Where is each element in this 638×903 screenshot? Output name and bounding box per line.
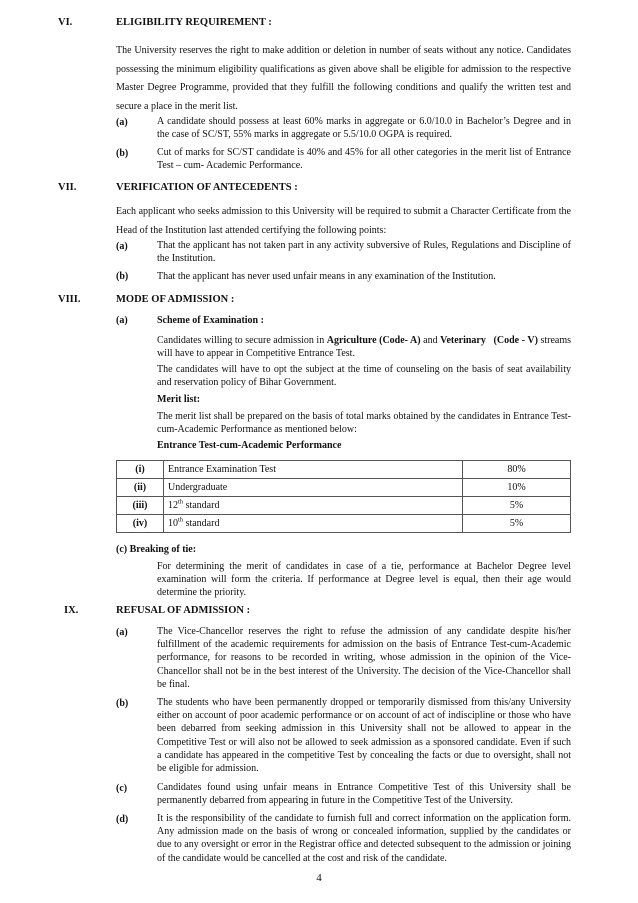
table-row-label-text: 10 [168, 517, 178, 529]
section-vii-intro: Each applicant who seeks admission to this University will be required to submit a Character Certificate from the Head of the Institution last attended certifying the following points: [116, 206, 571, 236]
table-row-value: 10% [463, 479, 571, 497]
table-row-label [164, 461, 463, 479]
table-row-label-text: Undergraduate [168, 481, 228, 493]
section-ix-title: REFUSAL OF ADMISSION : [116, 605, 251, 616]
section-vi-item-b-text: Cut of marks for SC/ST candidate is 40% and 45% for all other categories in the merit list of Entrance Test – cum- Academic Performance. [157, 147, 571, 172]
table-row-label-rest: standard [183, 499, 220, 511]
breaking-of-tie-title: (c) Breaking of tie: [116, 544, 197, 555]
table-title: Entrance Test-cum-Academic Performance [157, 440, 342, 451]
table-row-label-text: 12 [168, 499, 178, 511]
section-viii-number: VIII. [58, 294, 81, 305]
section-vi-item-a-label: (a) [116, 117, 128, 128]
section-ix-number: IX. [64, 605, 79, 616]
section-ix-item-d-text: It is the responsibility of the candidate to furnish full and correct information on the application form. Any admission made on the basis of wrong or concealed information, supplied by the candidates or due to any oversight or error in the Registrar office and detected subsequent to the admission or joining of the candidate would be cancelled at the cost and risk of the candidate. [157, 813, 571, 864]
table-row-label-sup: th [178, 498, 184, 506]
table-row-number: (ii) [117, 479, 164, 497]
table-row [117, 461, 571, 479]
section-vi-item-b-label: (b) [116, 148, 129, 159]
table-row-number: (i) [117, 461, 164, 479]
section-vii-title: VERIFICATION OF ANTECEDENTS : [116, 182, 298, 193]
section-ix-item-d-label: (d) [116, 814, 129, 825]
table-row-value: 80% [463, 461, 571, 479]
section-ix-item-c-label: (c) [116, 783, 128, 794]
scheme-p1-mid: and [420, 335, 441, 346]
table-row-value: 5% [463, 515, 571, 533]
section-vii-item-a-text: That the applicant has not taken part in any activity subversive of Rules, Regulations and Discipline of the Institution. [157, 240, 571, 265]
merit-list-text: The merit list shall be prepared on the basis of total marks obtained by the candidates in Entrance Test-cum-Academic Performance as mentioned below: [157, 411, 571, 436]
section-viii-title: MODE OF ADMISSION : [116, 294, 235, 305]
section-ix-item-b-text: The students who have been permanently dropped or temporarily dismissed from this/any University either on account of poor academic performance or on account of act of indiscipline or those who have been debarred from seeking admission in this University shall not be allowed to appear in the Competitive Test or will also not be allowed to seek admission as a sponsored candidate. Even if such a candidate has appeared in the competitive Test by concealing the facts or due to oversight, shall not be eligible for admission. [157, 697, 571, 775]
section-ix-item-b-label: (b) [116, 698, 129, 709]
section-vi-title: ELIGIBILITY REQUIREMENT : [116, 17, 272, 28]
section-vi-intro: The University reserves the right to make addition or deletion in number of seats without any notice. Candidates possessing the minimum eligibility qualifications as given above shall be eligible for admission to the respective Master Degree Programme, provided that they fulfill the following conditions and qualify the written test and secure a place in the merit list. [116, 45, 571, 112]
section-ix-item-a-label: (a) [116, 627, 128, 638]
section-vi-number: VI. [58, 17, 73, 28]
table-row-label-sup: th [178, 516, 184, 524]
table-row-number: (iv) [117, 515, 164, 533]
scheme-p1-start: Candidates willing to secure admission in [157, 335, 327, 346]
section-ix-item-a-text: The Vice-Chancellor reserves the right to refuse the admission of any candidate despite his/her fulfillment of the academic requirements for admission on the basis of Entrance Test-cum-Academic performance, for reasons to be recorded in writing, whose admission in the opinion of the Vice-Chancellor shall not be in the best interest of the University. The decision of the Vice-Chancellor shall be final. [157, 626, 571, 690]
scheme-p1-veterinary: Veterinary (Code - V) [440, 335, 538, 346]
scheme-p1-agriculture: Agriculture (Code- A) [326, 335, 421, 346]
page-number: 4 [316, 872, 322, 884]
scheme-paragraph-2: The candidates will have to opt the subject at the time of counseling on the basis of seat availability and reservation policy of Bihar Government. [157, 364, 571, 389]
table-row-number: (iii) [117, 497, 164, 515]
scheme-of-examination-title: Scheme of Examination : [157, 315, 264, 326]
table-row [117, 479, 571, 497]
section-ix-item-c-text: Candidates found using unfair means in Entrance Competitive Test of this University shall be permanently debarred from appearing in future in the Competitive Test of the University. [157, 782, 571, 807]
table-row-label-text: Entrance Examination Test [168, 463, 276, 475]
section-vii-item-a-label: (a) [116, 241, 128, 252]
scheme-paragraph-1 [157, 334, 571, 360]
breaking-of-tie-text: For determining the merit of candidates in case of a tie, performance at Bachelor Degree level examination will form the criteria. If performance at Degree level is equal, then their age would determine the priority. [157, 561, 571, 599]
section-vii-item-b-text: That the applicant has never used unfair means in any examination of the Institution. [157, 271, 496, 282]
scheme-p1-end: streams will have to appear in Competitive Entrance Test. [157, 335, 572, 360]
table-row-label [164, 497, 463, 515]
table-row-label-rest: standard [183, 517, 220, 529]
table-row [117, 497, 571, 515]
table-row-label [164, 479, 463, 497]
section-viii-item-a-label: (a) [116, 315, 128, 326]
section-vi-item-a-text: A candidate should possess at least 60% marks in aggregate or 6.0/10.0 in Bachelor’s Degree and in the case of SC/ST, 55% marks in aggregate or 5.5/10.0 OGPA is required. [157, 116, 571, 141]
table-row-value: 5% [463, 497, 571, 515]
table-row-label [164, 515, 463, 533]
table-row [117, 515, 571, 533]
merit-list-title: Merit list: [157, 394, 201, 405]
marks-table [116, 460, 571, 533]
section-vii-number: VII. [58, 182, 77, 193]
section-vii-item-b-label: (b) [116, 271, 129, 282]
